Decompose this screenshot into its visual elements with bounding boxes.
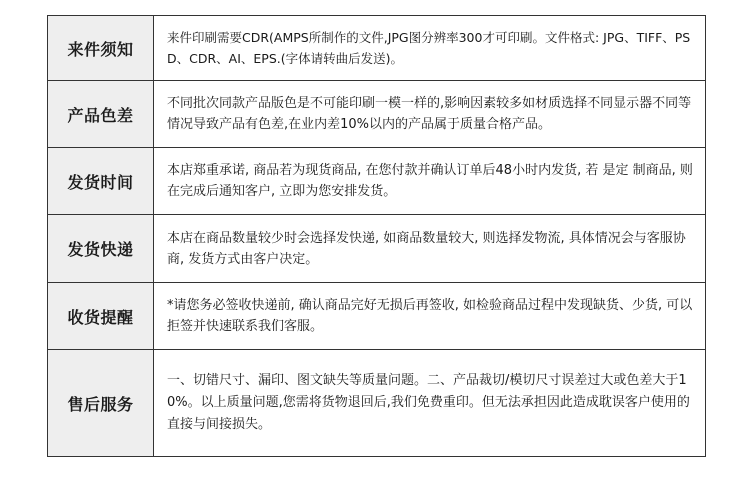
row-content-cell: [154, 283, 706, 349]
table-row-after-sales: [48, 350, 706, 457]
table-row-file-notice: [48, 16, 706, 81]
row-label: 收货提醒: [48, 283, 154, 349]
table-row-shipping-courier: [48, 215, 706, 283]
row-label: 发货时间: [48, 148, 154, 214]
row-content-cell: [154, 148, 706, 214]
table-row-receipt-reminder: [48, 283, 706, 350]
row-content-cell: [154, 350, 706, 456]
row-content: 来件印刷需要CDR(AMPS所制作的文件,JPG图分辨率300才可印刷。文件格式: JPG、TIFF、PSD、CDR、AI、EPS.(字体请转曲后发送)。: [167, 30, 691, 66]
info-table: [47, 15, 706, 457]
row-content-cell: [154, 215, 706, 282]
row-content: 本店在商品数量较少时会选择发快递, 如商品数量较大, 则选择发物流, 具体情况会与客服协商, 发货方式由客户决定。: [167, 230, 686, 267]
row-label: 售后服务: [48, 350, 154, 456]
row-content: *请您务必签收快递前, 确认商品完好无损后再签收, 如检验商品过程中发现缺货、少货, 可以拒签并快速联系我们客服。: [167, 298, 693, 334]
row-label: 来件须知: [48, 16, 154, 80]
table-row-shipping-time: [48, 148, 706, 215]
row-content-cell: [154, 16, 706, 80]
row-content: 一、切错尺寸、漏印、图文缺失等质量问题。二、产品裁切/模切尺寸误差过大或色差大于10%。以上质量问题,您需将货物退回后,我们免费重印。但无法承担因此造成耽误客户使用的直接与间接损失。: [167, 373, 690, 432]
row-content: 不同批次同款产品版色是不可能印刷一模一样的,影响因素较多如材质选择不同显示器不同等情况导致产品有色差,在业内差10%以内的产品属于质量合格产品。: [167, 96, 692, 132]
row-label: 产品色差: [48, 81, 154, 147]
row-content-cell: [154, 81, 706, 147]
row-content: 本店郑重承诺, 商品若为现货商品, 在您付款并确认订单后48小时内发货, 若 是定 制商品, 则在完成后通知客户, 立即为您安排发货。: [167, 163, 693, 199]
row-label: 发货快递: [48, 215, 154, 282]
table-row-color-difference: [48, 81, 706, 148]
